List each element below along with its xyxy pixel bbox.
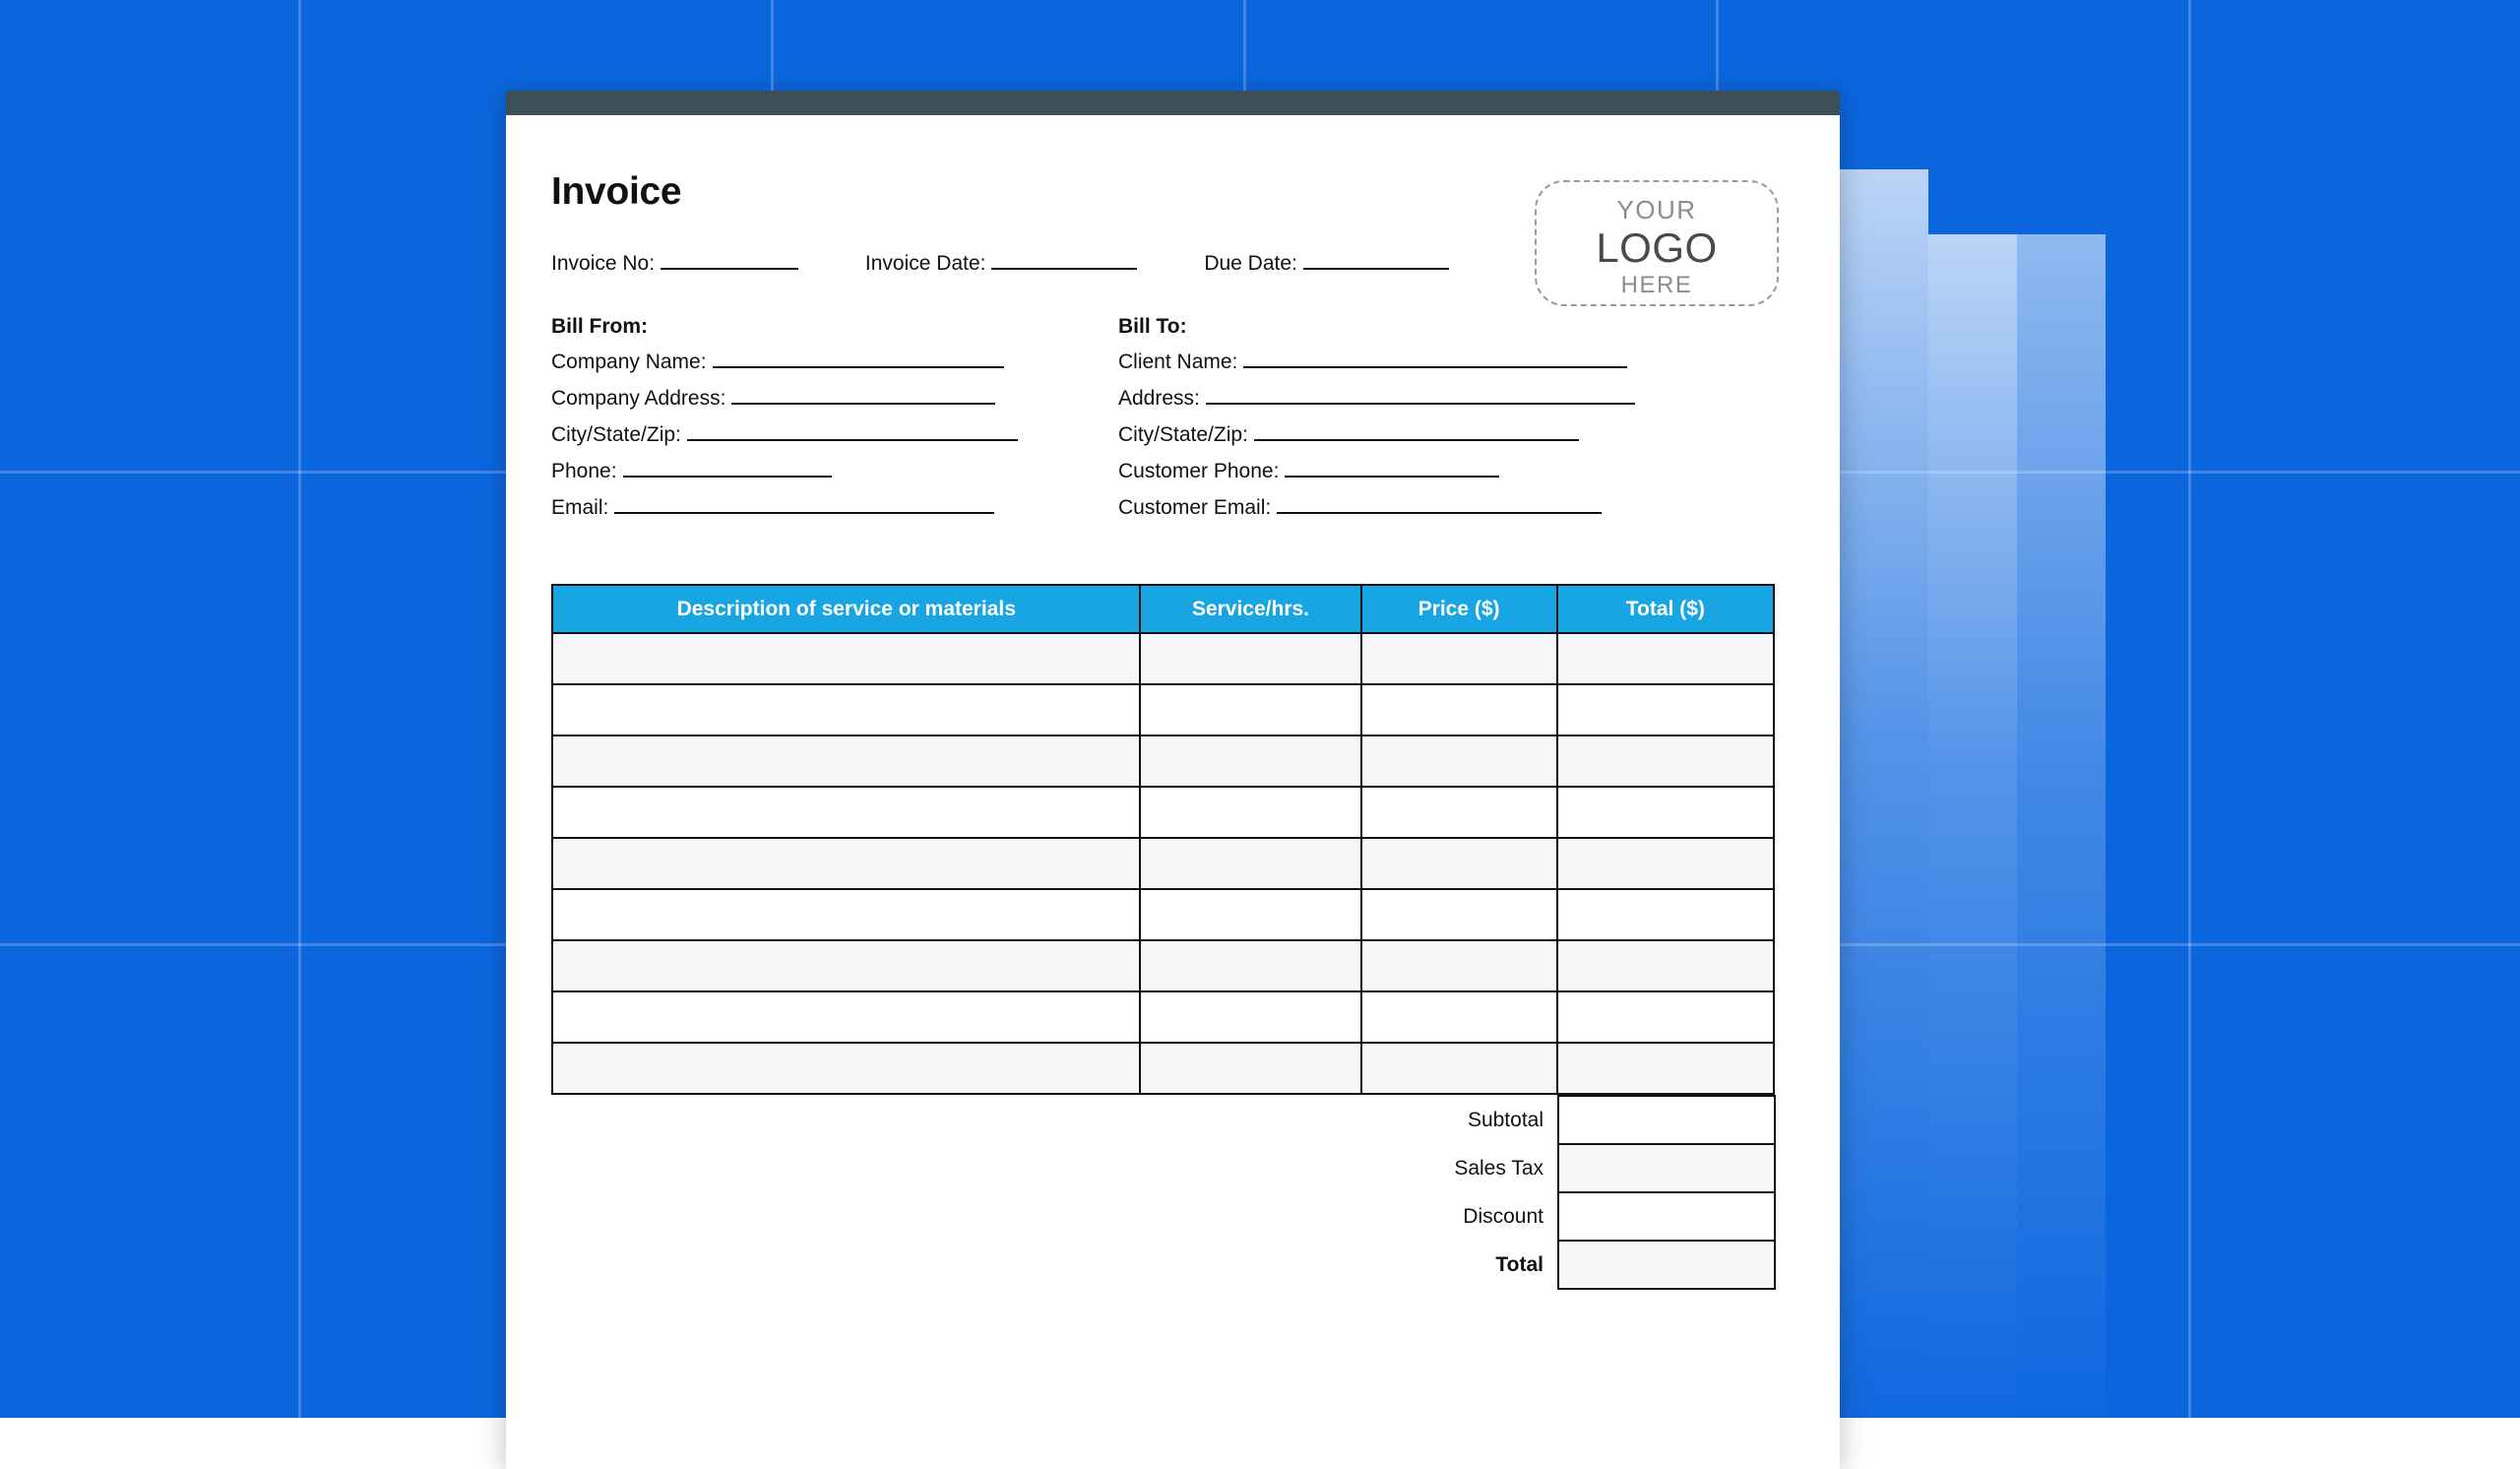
table-row[interactable] (552, 889, 1774, 940)
due-date-input[interactable] (1303, 249, 1449, 270)
cell-description[interactable] (552, 787, 1140, 838)
cell-total[interactable] (1557, 889, 1774, 940)
column-header-total: Total ($) (1557, 585, 1774, 633)
background-accent-bar (1840, 169, 1928, 1418)
bill-to-heading: Bill To: (1118, 315, 1779, 339)
cell-price[interactable] (1361, 633, 1557, 684)
column-header-price: Price ($) (1361, 585, 1557, 633)
table-row[interactable] (552, 838, 1774, 889)
cell-service-hrs[interactable] (1140, 940, 1360, 991)
client-citystatezip-label: City/State/Zip: (1118, 423, 1248, 446)
cell-description[interactable] (552, 991, 1140, 1043)
cell-service-hrs[interactable] (1140, 889, 1360, 940)
client-address-input[interactable] (1206, 384, 1635, 405)
invoice-date-field[interactable] (865, 249, 1138, 276)
company-phone-label: Phone: (551, 460, 617, 482)
cell-service-hrs[interactable] (1140, 633, 1360, 684)
invoice-date-label: Invoice Date: (865, 252, 986, 275)
table-row[interactable] (552, 633, 1774, 684)
background-accent-bar (2017, 234, 2106, 1418)
client-citystatezip-input[interactable] (1254, 420, 1579, 441)
client-address-label: Address: (1118, 387, 1200, 410)
bill-to-block (1118, 315, 1779, 530)
company-address-label: Company Address: (551, 387, 725, 410)
cell-description[interactable] (552, 633, 1140, 684)
cell-description[interactable] (552, 889, 1140, 940)
due-date-label: Due Date: (1204, 252, 1297, 275)
due-date-field[interactable] (1204, 249, 1449, 276)
logo-line-main: LOGO (1537, 226, 1777, 270)
total-label: Total (551, 1241, 1558, 1289)
line-items-body (552, 633, 1774, 1094)
company-name-input[interactable] (713, 348, 1004, 368)
cell-price[interactable] (1361, 940, 1557, 991)
cell-total[interactable] (1557, 1043, 1774, 1094)
cell-price[interactable] (1361, 735, 1557, 787)
discount-label: Discount (551, 1192, 1558, 1241)
table-row[interactable] (552, 1043, 1774, 1094)
cell-total[interactable] (1557, 684, 1774, 735)
customer-phone-label: Customer Phone: (1118, 460, 1279, 482)
client-name-input[interactable] (1243, 348, 1627, 368)
company-citystatezip-input[interactable] (687, 420, 1018, 441)
cell-service-hrs[interactable] (1140, 1043, 1360, 1094)
logo-line-bottom: HERE (1537, 270, 1777, 300)
table-row[interactable] (552, 991, 1774, 1043)
cell-total[interactable] (1557, 991, 1774, 1043)
customer-email-field[interactable] (1118, 493, 1779, 520)
table-row[interactable] (552, 787, 1774, 838)
client-name-field[interactable] (1118, 348, 1779, 374)
table-row[interactable] (552, 735, 1774, 787)
company-address-field[interactable] (551, 384, 1118, 411)
cell-service-hrs[interactable] (1140, 735, 1360, 787)
bill-from-heading: Bill From: (551, 315, 1118, 339)
company-phone-input[interactable] (623, 457, 832, 478)
subtotal-value[interactable] (1558, 1096, 1775, 1144)
company-address-input[interactable] (731, 384, 995, 405)
cell-total[interactable] (1557, 787, 1774, 838)
column-header-description: Description of service or materials (552, 585, 1140, 633)
customer-phone-input[interactable] (1285, 457, 1499, 478)
company-citystatezip-label: City/State/Zip: (551, 423, 681, 446)
cell-price[interactable] (1361, 889, 1557, 940)
cell-total[interactable] (1557, 735, 1774, 787)
cell-description[interactable] (552, 940, 1140, 991)
cell-price[interactable] (1361, 684, 1557, 735)
billing-section (551, 315, 1779, 530)
company-name-field[interactable] (551, 348, 1118, 374)
discount-value[interactable] (1558, 1192, 1775, 1241)
table-header-row (552, 585, 1774, 633)
company-phone-field[interactable] (551, 457, 1118, 483)
client-citystatezip-field[interactable] (1118, 420, 1779, 447)
totals-row-subtotal (551, 1096, 1775, 1144)
cell-service-hrs[interactable] (1140, 787, 1360, 838)
cell-price[interactable] (1361, 991, 1557, 1043)
cell-total[interactable] (1557, 940, 1774, 991)
cell-service-hrs[interactable] (1140, 838, 1360, 889)
totals-row-discount (551, 1192, 1775, 1241)
sales-tax-label: Sales Tax (551, 1144, 1558, 1192)
total-value[interactable] (1558, 1241, 1775, 1289)
cell-service-hrs[interactable] (1140, 684, 1360, 735)
company-citystatezip-field[interactable] (551, 420, 1118, 447)
invoice-document (506, 91, 1840, 1469)
client-name-label: Client Name: (1118, 351, 1237, 373)
cell-description[interactable] (552, 1043, 1140, 1094)
cell-price[interactable] (1361, 1043, 1557, 1094)
sales-tax-value[interactable] (1558, 1144, 1775, 1192)
background-grid-line (298, 0, 301, 1418)
customer-email-label: Customer Email: (1118, 496, 1271, 519)
cell-total[interactable] (1557, 838, 1774, 889)
cell-price[interactable] (1361, 838, 1557, 889)
company-email-input[interactable] (614, 493, 994, 514)
customer-email-input[interactable] (1277, 493, 1602, 514)
page-title: Invoice (551, 170, 1779, 214)
invoice-no-field[interactable] (551, 249, 798, 276)
company-name-label: Company Name: (551, 351, 707, 373)
cell-description[interactable] (552, 735, 1140, 787)
document-top-bar (506, 91, 1840, 115)
invoice-date-input[interactable] (991, 249, 1137, 270)
invoice-no-input[interactable] (661, 249, 798, 270)
logo-line-top: YOUR (1537, 194, 1777, 226)
background-accent-bar (1928, 234, 2017, 1418)
table-row[interactable] (552, 940, 1774, 991)
client-address-field[interactable] (1118, 384, 1779, 411)
column-header-service-hrs: Service/hrs. (1140, 585, 1360, 633)
line-items-table (551, 584, 1775, 1095)
totals-table (551, 1095, 1776, 1290)
logo-placeholder (1535, 180, 1779, 306)
cell-price[interactable] (1361, 787, 1557, 838)
company-email-label: Email: (551, 496, 608, 519)
table-row[interactable] (552, 684, 1774, 735)
background-grid-line (2188, 0, 2191, 1418)
customer-phone-field[interactable] (1118, 457, 1779, 483)
totals-row-sales-tax (551, 1144, 1775, 1192)
bill-from-block (551, 315, 1118, 530)
cell-total[interactable] (1557, 633, 1774, 684)
totals-row-total (551, 1241, 1775, 1289)
invoice-no-label: Invoice No: (551, 252, 655, 275)
subtotal-label: Subtotal (551, 1096, 1558, 1144)
cell-service-hrs[interactable] (1140, 991, 1360, 1043)
cell-description[interactable] (552, 838, 1140, 889)
cell-description[interactable] (552, 684, 1140, 735)
company-email-field[interactable] (551, 493, 1118, 520)
